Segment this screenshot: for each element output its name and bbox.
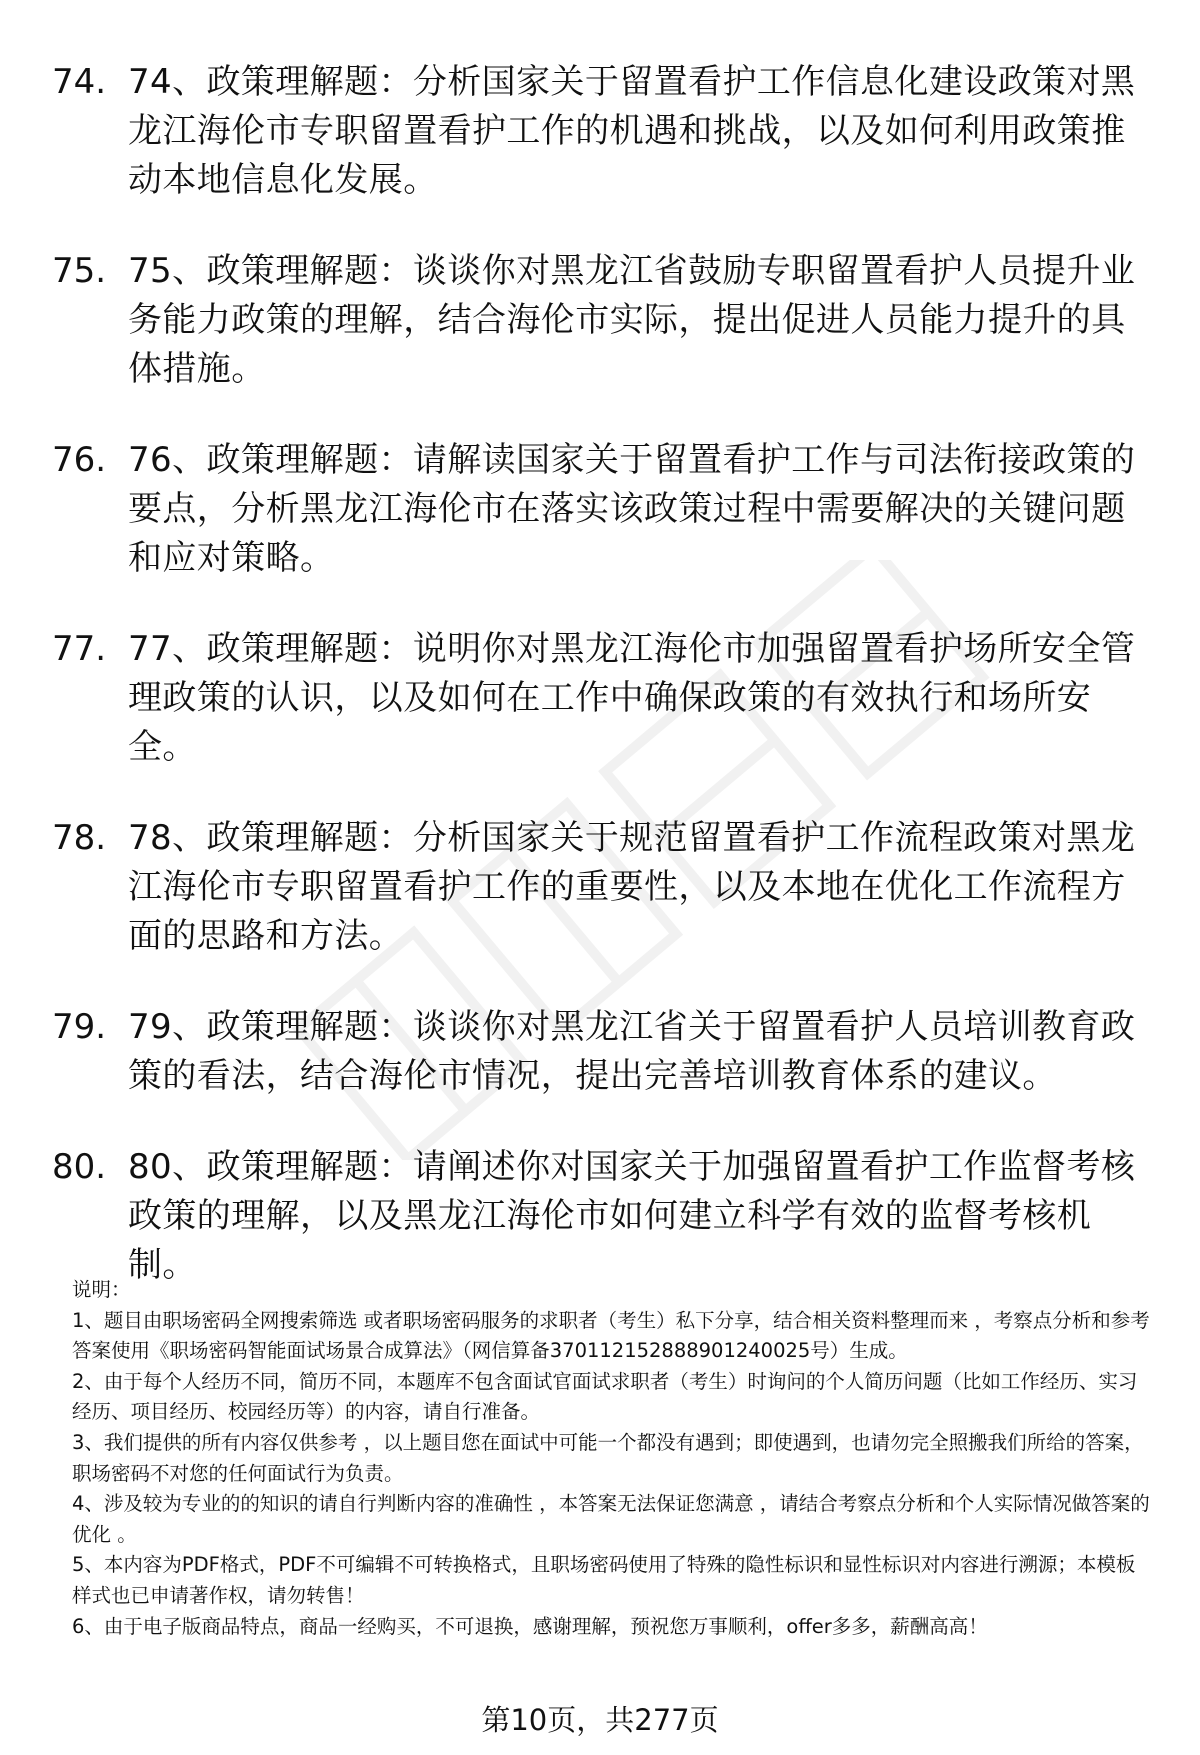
question-text: 74、政策理解题：分析国家关于留置看护工作信息化建设政策对黑龙江海伦市专职留置看护工作的机遇和挑战，以及如何利用政策推动本地信息化发展。 [128, 62, 1136, 200]
question-number: 77. [52, 629, 107, 669]
question-text: 77、政策理解题：说明你对黑龙江海伦市加强留置看护场所安全管理政策的认识，以及如何在工作中确保政策的有效执行和场所安全。 [128, 629, 1136, 767]
question-list [52, 58, 1152, 1332]
note-line: 6、由于电子版商品特点，商品一经购买，不可退换，感谢理解，预祝您万事顺利，offer多多，薪酬高高！ [72, 1614, 988, 1638]
note-line: 1、题目由职场密码全网搜索筛选 或者职场密码服务的求职者（考生）私下分享，结合相关资料整理而来 ，考察点分析和参考答案使用《职场密码智能面试场景合成算法》（网信算备370112152888901240025号）生成。 [72, 1308, 1150, 1363]
notes-title: 说明： [72, 1278, 131, 1301]
question-number: 76. [52, 440, 107, 480]
question-item [52, 247, 1152, 394]
question-number: 74. [52, 62, 107, 102]
question-text: 76、政策理解题：请解读国家关于留置看护工作与司法衔接政策的要点，分析黑龙江海伦市在落实该政策过程中需要解决的关键问题和应对策略。 [128, 440, 1136, 578]
question-number: 79. [52, 1007, 107, 1047]
question-number: 80. [52, 1147, 107, 1187]
question-text: 75、政策理解题：谈谈你对黑龙江省鼓励专职留置看护人员提升业务能力政策的理解，结合海伦市实际，提出促进人员能力提升的具体措施。 [128, 251, 1136, 389]
note-line: 4、涉及较为专业的的知识的请自行判断内容的准确性 ，本答案无法保证您满意 ，请结合考察点分析和个人实际情况做答案的优化 。 [72, 1492, 1150, 1546]
question-item [52, 625, 1152, 772]
question-item [52, 1143, 1152, 1290]
page-number: 第10页，共277页 [481, 1703, 719, 1737]
note-line: 2、由于每个人经历不同，简历不同，本题库不包含面试官面试求职者（考生）时询问的个人简历问题（比如工作经历、实习经历、项目经历、校园经历等）的内容，请自行准备。 [72, 1369, 1138, 1424]
question-item [52, 436, 1152, 583]
notes-section [72, 1275, 1152, 1642]
question-text: 78、政策理解题：分析国家关于规范留置看护工作流程政策对黑龙江海伦市专职留置看护工作的重要性，以及本地在优化工作流程方面的思路和方法。 [128, 818, 1136, 956]
question-number: 75. [52, 251, 107, 291]
question-number: 78. [52, 818, 107, 858]
question-item [52, 814, 1152, 961]
question-text: 80、政策理解题：请阐述你对国家关于加强留置看护工作监督考核政策的理解，以及黑龙江海伦市如何建立科学有效的监督考核机制。 [128, 1147, 1136, 1285]
note-line: 5、本内容为PDF格式，PDF不可编辑不可转换格式，且职场密码使用了特殊的隐性标识和显性标识对内容进行溯源；本模板样式也已申请著作权，请勿转售！ [72, 1553, 1136, 1607]
question-text: 79、政策理解题：谈谈你对黑龙江省关于留置看护人员培训教育政策的看法，结合海伦市情况，提出完善培训教育体系的建议。 [128, 1007, 1136, 1096]
question-item [52, 1003, 1152, 1101]
question-item [52, 58, 1152, 205]
note-line: 3、我们提供的所有内容仅供参考 ，以上题目您在面试中可能一个都没有遇到；即使遇到，也请勿完全照搬我们所给的答案，职场密码不对您的任何面试行为负责。 [72, 1430, 1144, 1485]
